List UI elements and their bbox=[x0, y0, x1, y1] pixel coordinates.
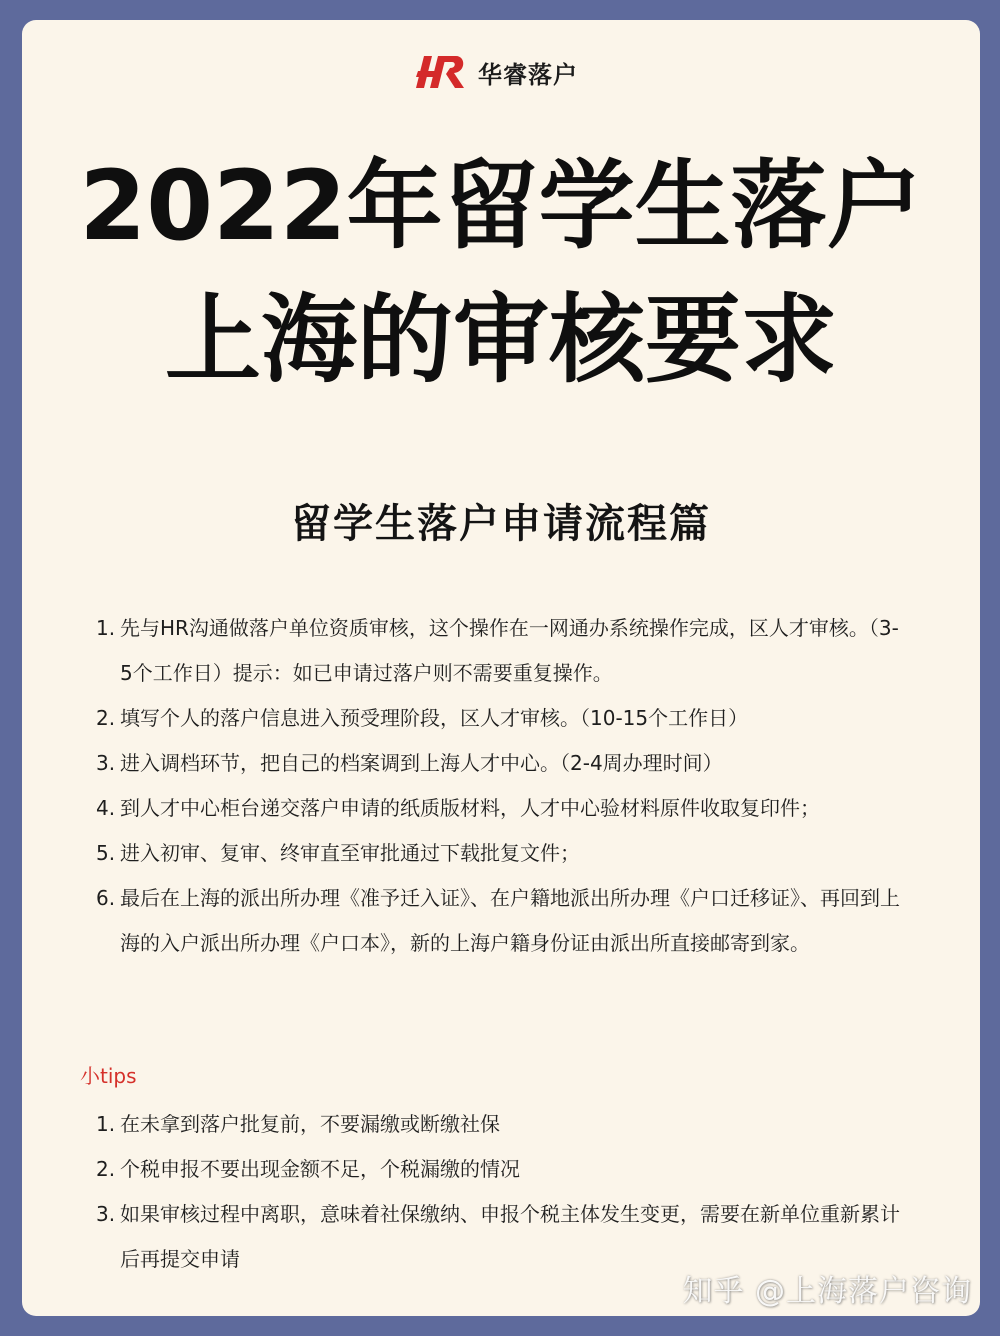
step-text: 进入初审、复审、终审直至审批通过下载批复文件； bbox=[120, 841, 580, 865]
tip-number: 3. bbox=[96, 1202, 116, 1226]
zhihu-watermark: 知乎 @上海落户咨询 bbox=[682, 1274, 972, 1309]
tip-text: 如果审核过程中离职，意味着社保缴纳、申报个税主体发生变更，需要在新单位重新累计后再提交申请 bbox=[120, 1202, 900, 1271]
list-item bbox=[96, 1147, 906, 1192]
tips-heading: 小tips bbox=[80, 1064, 137, 1088]
step-text: 进入调档环节，把自己的档案调到上海人才中心。（2-4周办理时间） bbox=[120, 751, 723, 775]
step-number: 4. bbox=[96, 796, 116, 820]
list-item bbox=[96, 696, 906, 741]
page-title-line-2: 上海的审核要求 bbox=[165, 284, 837, 396]
brand-name: 华睿落户 bbox=[478, 59, 578, 89]
list-item bbox=[96, 831, 906, 876]
list-item bbox=[96, 1102, 906, 1147]
process-steps-list bbox=[96, 606, 906, 966]
step-text: 先与HR沟通做落户单位资质审核，这个操作在一网通办系统操作完成，区人才审核。（3-5个工作日）提示：如已申请过落户则不需要重复操作。 bbox=[120, 616, 899, 685]
step-text: 到人才中心柜台递交落户申请的纸质版材料，人才中心验材料原件收取复印件； bbox=[120, 796, 820, 820]
tip-number: 1. bbox=[96, 1112, 116, 1136]
step-number: 3. bbox=[96, 751, 116, 775]
list-item bbox=[96, 786, 906, 831]
tip-text: 在未拿到落户批复前，不要漏缴或断缴社保 bbox=[120, 1112, 500, 1136]
step-number: 6. bbox=[96, 886, 116, 910]
step-number: 5. bbox=[96, 841, 116, 865]
list-item bbox=[96, 606, 906, 696]
tips-list bbox=[96, 1102, 906, 1282]
brand-logo bbox=[410, 50, 578, 94]
tip-number: 2. bbox=[96, 1157, 116, 1181]
step-number: 1. bbox=[96, 616, 116, 640]
step-text: 最后在上海的派出所办理《准予迁入证》、在户籍地派出所办理《户口迁移证》、再回到上海的入户派出所办理《户口本》，新的上海户籍身份证由派出所直接邮寄到家。 bbox=[120, 886, 900, 955]
poster-card bbox=[22, 20, 980, 1316]
hr-logo-icon bbox=[410, 52, 468, 92]
page-title-line-1: 2022年留学生落户 bbox=[79, 150, 923, 262]
section-subtitle: 留学生落户申请流程篇 bbox=[291, 501, 711, 547]
list-item bbox=[96, 876, 906, 966]
tip-text: 个税申报不要出现金额不足，个税漏缴的情况 bbox=[120, 1157, 520, 1181]
step-text: 填写个人的落户信息进入预受理阶段，区人才审核。（10-15个工作日） bbox=[120, 706, 749, 730]
step-number: 2. bbox=[96, 706, 116, 730]
list-item bbox=[96, 741, 906, 786]
